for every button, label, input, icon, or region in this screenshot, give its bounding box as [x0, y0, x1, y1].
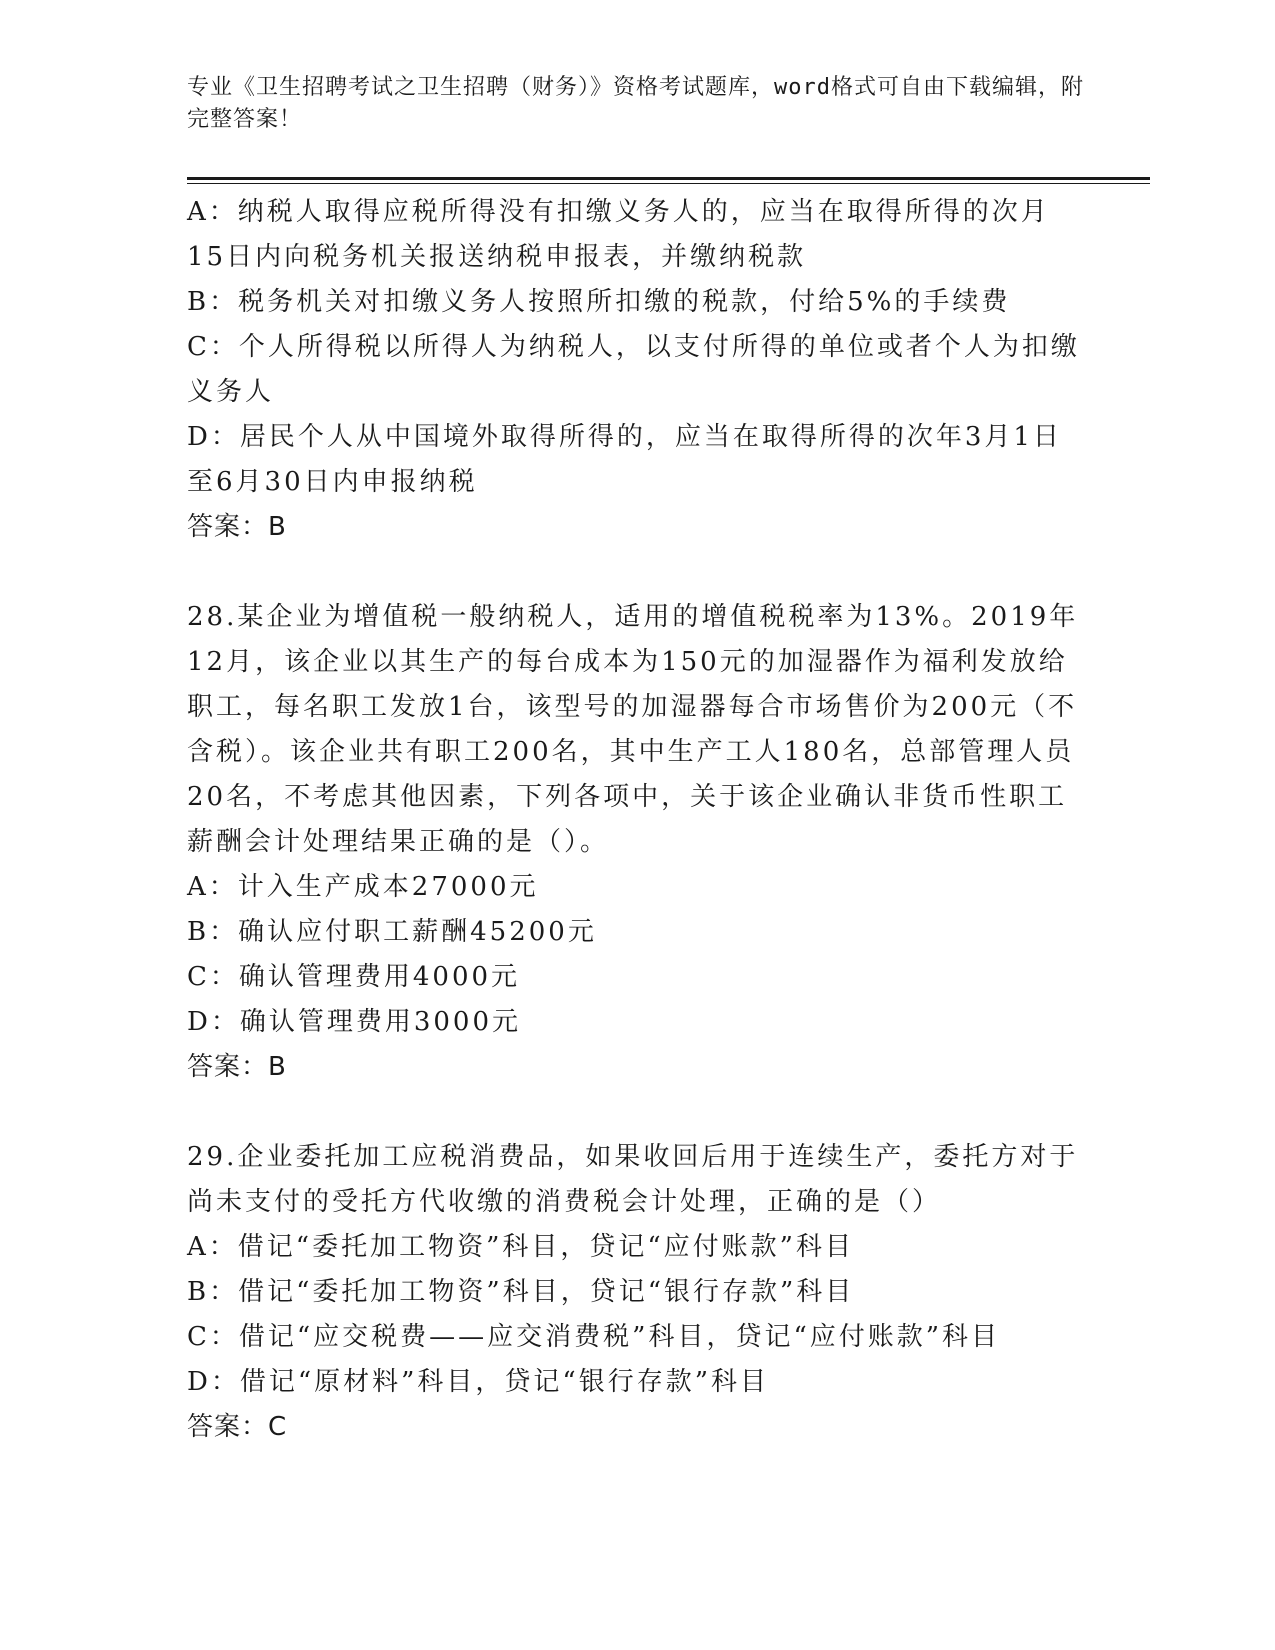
- document-header: 专业《卫生招聘考试之卫生招聘（财务）》资格考试题库，word格式可自由下载编辑，附完整答案！: [187, 75, 1084, 132]
- option-a: A：纳税人取得应税所得没有扣缴义务人的，应当在取得所得的次月15日内向税务机关报送纳税申报表，并缴纳税款: [187, 197, 1050, 272]
- header-divider-thick: [187, 177, 1150, 180]
- option-c: C：确认管理费用4000元: [187, 962, 521, 992]
- question-28: 28.某企业为增值税一般纳税人，适用的增值税税率为13%。2019年12月，该企业以其生产的每台成本为150元的加湿器作为福利发放给职工，每名职工发放1台，该型号的加湿器每合市场售价为200元（不含税）。该企业共有职工200名，其中生产工人180名，总部管理人员20名，不考虑其他因素，下列各项中，关于该企业确认非货币性职工薪酬会计处理结果正确的是（）。: [187, 602, 1079, 857]
- option-d: D：确认管理费用3000元: [187, 1007, 522, 1037]
- block-spacer: [187, 550, 1082, 595]
- answer-line: 答案：B: [187, 512, 287, 542]
- option-d: D：居民个人从中国境外取得所得的，应当在取得所得的次年3月1日至6月30日内申报纳税: [187, 422, 1062, 497]
- header-divider-thin: [187, 183, 1150, 184]
- option-b: B：税务机关对扣缴义务人按照所扣缴的税款，付给5%的手续费: [187, 287, 1011, 317]
- option-c: C：借记“应交税费——应交消费税”科目，贷记“应付账款”科目: [187, 1322, 1001, 1352]
- option-a: A：计入生产成本27000元: [187, 872, 539, 902]
- option-c: C：个人所得税以所得人为纳税人，以支付所得的单位或者个人为扣缴义务人: [187, 332, 1080, 407]
- answer-line: 答案：C: [187, 1412, 288, 1442]
- block-spacer: [187, 1090, 1082, 1135]
- option-d: D：借记“原材料”科目，贷记“银行存款”科目: [187, 1367, 770, 1397]
- option-b: B：借记“委托加工物资”科目，贷记“银行存款”科目: [187, 1277, 855, 1307]
- question-content: [187, 190, 1082, 1450]
- option-a: A：借记“委托加工物资”科目，贷记“应付账款”科目: [187, 1232, 854, 1262]
- question-29: 29.企业委托加工应税消费品，如果收回后用于连续生产，委托方对于尚未支付的受托方代收缴的消费税会计处理，正确的是（）: [187, 1142, 1079, 1217]
- answer-line: 答案：B: [187, 1052, 287, 1082]
- option-b: B：确认应付职工薪酬45200元: [187, 917, 597, 947]
